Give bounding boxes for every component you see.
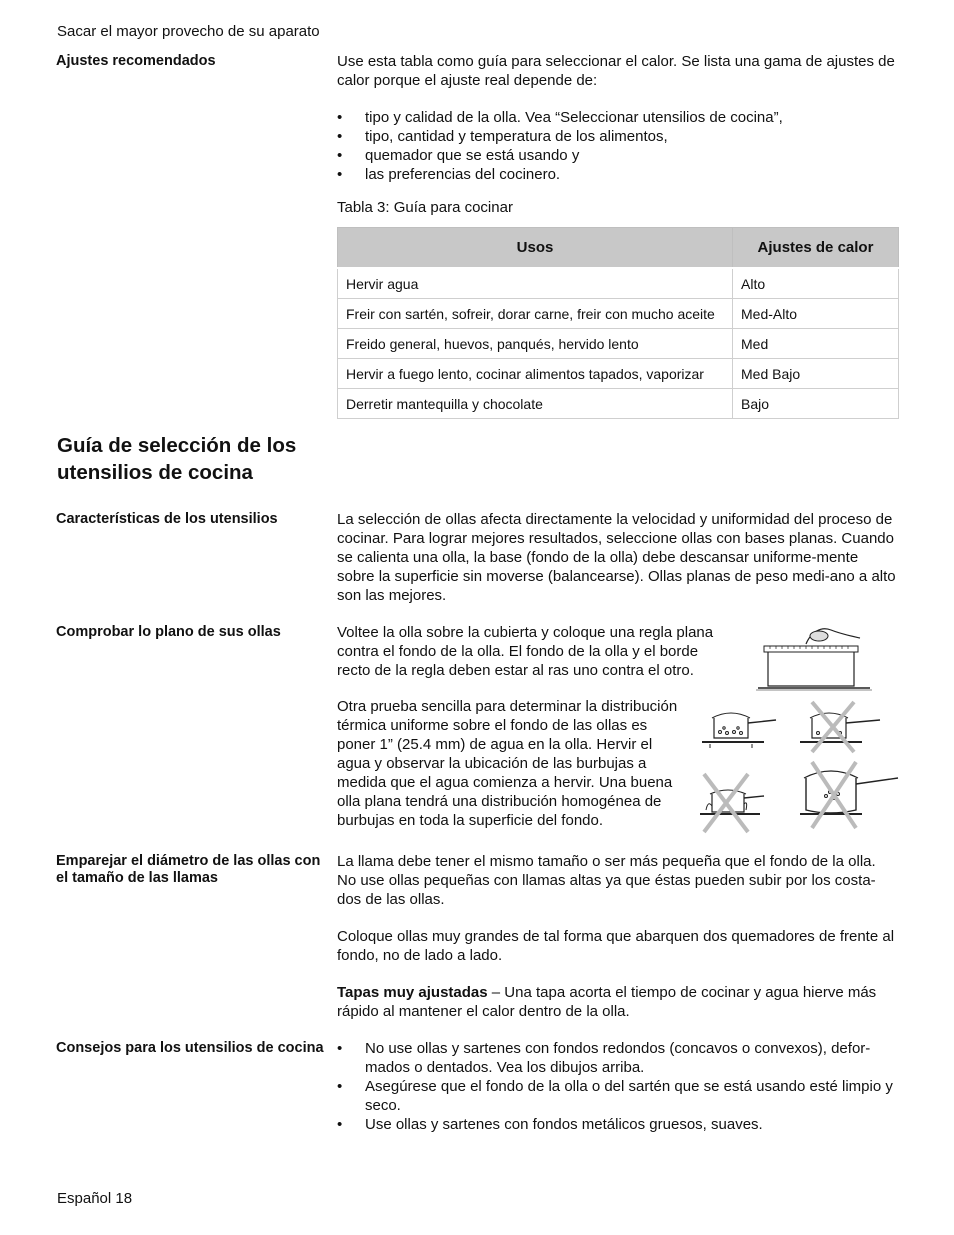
table-row (338, 329, 899, 359)
consejos-side-heading: Consejos para los utensilios de cocina (56, 1040, 324, 1056)
table-row (338, 299, 899, 329)
caracteristicas-text: La selección de ollas afecta directamente la velocidad y uniformidad del proceso de cocinar. Para lograr mejores resultados, seleccione ollas con bases planas. Cuando se calienta una olla, la base (fondo de la olla) debe descansar uniforme-mente sobre la superficie sin moverse (balancearse). Ollas planas de peso medi-ano a alto son las mejores. (337, 511, 896, 604)
emparejar-p2: Coloque ollas muy grandes de tal forma que abarquen dos quemadores de frente al fondo, no de lado a lado. (337, 928, 895, 964)
list-item: • quemador que se está usando y (337, 146, 897, 165)
caracteristicas-side-heading: Características de los utensilios (56, 511, 278, 527)
list-item: • las preferencias del cocinero. (337, 165, 897, 184)
large-pot-icon (800, 762, 898, 828)
consejos-body (337, 1039, 897, 1134)
uneven-pot-icon (800, 702, 880, 752)
emparejar-body (337, 852, 897, 1021)
table-cell: Alto (733, 268, 899, 299)
flat-pot-icon (702, 713, 776, 748)
list-item: • tipo y calidad de la olla. Vea “Seleccionar utensilios de cocina”, (337, 108, 897, 127)
list-item: • No use ollas y sartenes con fondos redondos (concavos o convexos), defor-mados o dentados. Vea los dibujos arriba. (337, 1039, 897, 1077)
bubble-test-illustration (700, 700, 900, 836)
tapas-text: – Una tapa acorta el tiempo de cocinar y agua hierve más rápido al mantener el calor dentro de la olla. (337, 984, 877, 1020)
ruler-test-illustration (756, 624, 876, 699)
table-cell: Med-Alto (733, 299, 899, 329)
table-cell: Med Bajo (733, 359, 899, 389)
column-header-usos: Usos (338, 228, 733, 269)
list-item: • Asegúrese que el fondo de la olla o del sartén que se está usando esté limpio y seco. (337, 1077, 897, 1115)
section-title: Guía de selección de los utensilios de cocina (57, 434, 297, 484)
list-item: • tipo, cantidad y temperatura de los alimentos, (337, 127, 897, 146)
column-header-ajustes: Ajustes de calor (733, 228, 899, 269)
tapas-bold-label: Tapas muy ajustadas (337, 984, 488, 1001)
ajustes-bullet-list (337, 108, 897, 184)
running-header: Sacar el mayor provecho de su aparato (57, 23, 320, 40)
table-cell: Freir con sartén, sofreir, dorar carne, freir con mucho aceite (338, 299, 733, 329)
ajustes-side-heading: Ajustes recomendados (56, 53, 216, 69)
comprobar-p2: Otra prueba sencilla para determinar la distribución térmica uniforme sobre el fondo de las ollas es poner 1” (25.4 mm) de agua en la olla. Hervir el agua y observar la ubicación de las burbujas a medida que el agua comienza a hervir. Una buena olla plana tendrá una distribución homogénea de burbujas en toda la superficie del fondo. (337, 698, 678, 829)
table-header-row (338, 228, 899, 269)
table-row (338, 268, 899, 299)
emparejar-p3 (337, 983, 897, 1021)
comprobar-side-heading: Comprobar lo plano de sus ollas (56, 624, 281, 640)
table-row (338, 359, 899, 389)
list-item: • Use ollas y sartenes con fondos metálicos gruesos, suaves. (337, 1115, 897, 1134)
table-cell: Bajo (733, 389, 899, 419)
table-cell: Freido general, huevos, panqués, hervido lento (338, 329, 733, 359)
ajustes-intro: Use esta tabla como guía para seleccionar el calor. Se lista una gama de ajustes de calor porque el ajuste real depende de: (337, 53, 895, 89)
table-row (338, 389, 899, 419)
ruler-icon (764, 646, 858, 652)
table-cell: Med (733, 329, 899, 359)
table-cell: Hervir agua (338, 268, 733, 299)
cooking-guide-table (337, 227, 899, 419)
table-caption: Tabla 3: Guía para cocinar (337, 199, 513, 216)
page-footer: Español 18 (57, 1190, 133, 1207)
inverted-pot-icon (768, 652, 854, 686)
consejos-bullet-list (337, 1039, 897, 1134)
emparejar-p1: La llama debe tener el mismo tamaño o ser más pequeña que el fondo de la olla. No use ollas pequeñas con llamas altas ya que éstas pueden subir por los costa-dos de las ollas. (337, 853, 876, 908)
comprobar-p1: Voltee la olla sobre la cubierta y coloque una regla plana contra el fondo de la olla. El fondo de la olla y el borde recto de la regla deben estar al ras uno contra el otro. (337, 624, 714, 679)
ajustes-body (337, 52, 897, 184)
small-pot-icon (700, 774, 764, 832)
table-cell: Derretir mantequilla y chocolate (338, 389, 733, 419)
emparejar-side-heading: Emparejar el diámetro de las ollas con el tamaño de las llamas (56, 853, 321, 886)
table-cell: Hervir a fuego lento, cocinar alimentos tapados, vaporizar (338, 359, 733, 389)
